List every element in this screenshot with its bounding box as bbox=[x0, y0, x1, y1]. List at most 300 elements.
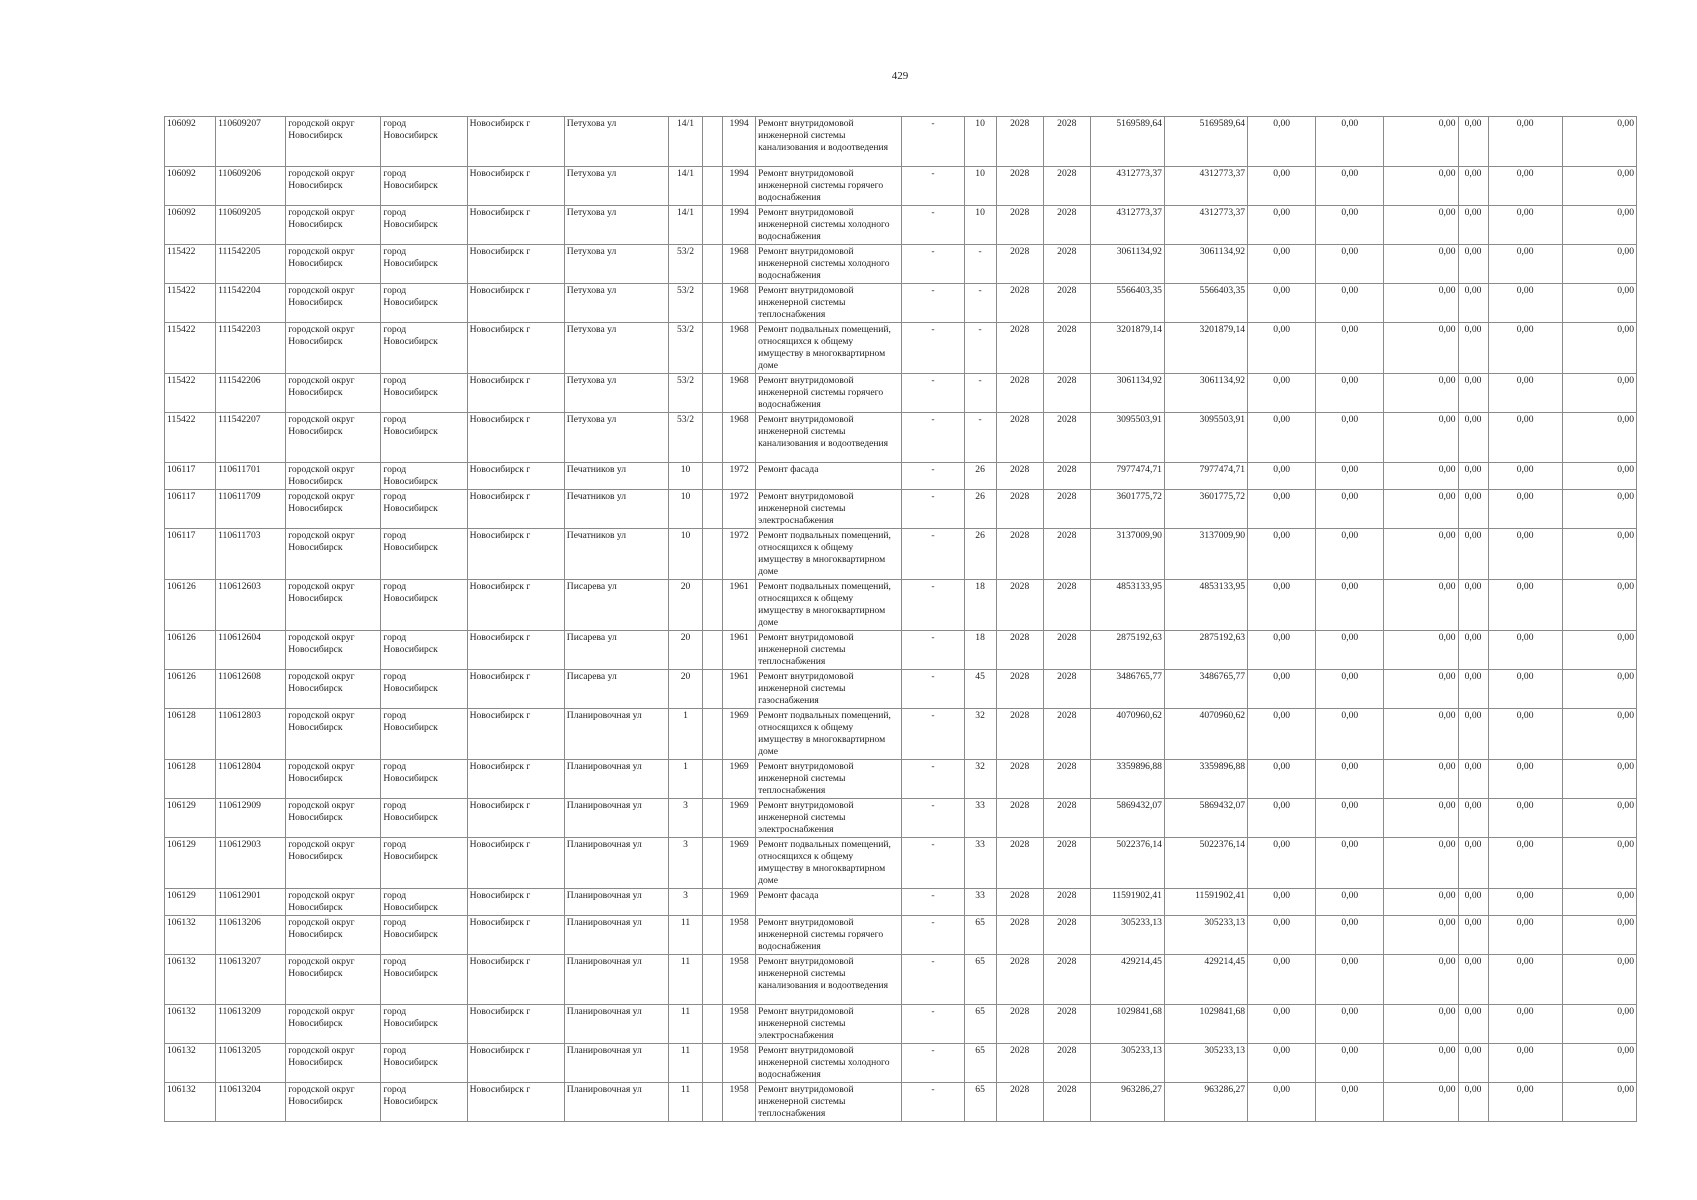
cell-year-end: 2028 bbox=[1043, 490, 1090, 529]
cell-cost-col-3: 0,00 bbox=[1384, 463, 1458, 490]
cell-municipal-district: городской округ Новосибирск bbox=[286, 916, 381, 955]
cell-work-id: 110613205 bbox=[216, 1044, 286, 1083]
cell-record-id: 106126 bbox=[165, 631, 216, 670]
cell-cost-col-6: 0,00 bbox=[1562, 1083, 1636, 1122]
cell-municipal-district: городской округ Новосибирск bbox=[286, 838, 381, 889]
cell-cost-col-5: 0,00 bbox=[1488, 1044, 1562, 1083]
cell-municipal-district: городской округ Новосибирск bbox=[286, 167, 381, 206]
cell-locality: Новосибирск г bbox=[467, 670, 564, 709]
cell-building bbox=[703, 631, 723, 670]
cell-wear-percent: 26 bbox=[964, 490, 996, 529]
cell-build-year: 1968 bbox=[723, 323, 756, 374]
cell-cost-col-4: 0,00 bbox=[1458, 206, 1488, 245]
cell-building bbox=[703, 374, 723, 413]
cell-cost-col-1: 0,00 bbox=[1248, 838, 1316, 889]
cell-year-end: 2028 bbox=[1043, 167, 1090, 206]
cell-work-type: Ремонт внутридомовой инженерной системы холодного водоснабжения bbox=[756, 245, 902, 284]
cell-cost-col-4: 0,00 bbox=[1458, 490, 1488, 529]
cell-cost-col-2: 0,00 bbox=[1316, 709, 1384, 760]
cell-cost-col-3: 0,00 bbox=[1384, 631, 1458, 670]
cell-cost-col-3: 0,00 bbox=[1384, 760, 1458, 799]
cell-wear-percent: 45 bbox=[964, 670, 996, 709]
cell-cost-col-1: 0,00 bbox=[1248, 580, 1316, 631]
cell-cost-col-3: 0,00 bbox=[1384, 167, 1458, 206]
cell-house-number: 53/2 bbox=[668, 245, 702, 284]
cell-build-year: 1969 bbox=[723, 799, 756, 838]
cell-work-type: Ремонт внутридомовой инженерной системы электроснабжения bbox=[756, 1005, 902, 1044]
cell-street: Планировочная ул bbox=[564, 1005, 668, 1044]
cell-cost-col-4: 0,00 bbox=[1458, 529, 1488, 580]
cell-year-start: 2028 bbox=[996, 463, 1043, 490]
cell-build-year: 1958 bbox=[723, 1083, 756, 1122]
cell-wear-percent: - bbox=[964, 323, 996, 374]
cell-cost-fund: 4312773,37 bbox=[1164, 206, 1247, 245]
cell-cost-col-3: 0,00 bbox=[1384, 374, 1458, 413]
cell-street: Планировочная ул bbox=[564, 1044, 668, 1083]
cell-cost-total: 305233,13 bbox=[1090, 1044, 1164, 1083]
cell-building bbox=[703, 889, 723, 916]
cell-record-id: 115422 bbox=[165, 245, 216, 284]
table-row bbox=[165, 206, 1637, 245]
cell-cost-fund: 5869432,07 bbox=[1164, 799, 1247, 838]
cell-building bbox=[703, 117, 723, 167]
cell-municipal-district: городской округ Новосибирск bbox=[286, 374, 381, 413]
cell-record-id: 106126 bbox=[165, 580, 216, 631]
cell-sign: - bbox=[902, 1044, 964, 1083]
cell-settlement: город Новосибирск bbox=[381, 490, 467, 529]
cell-cost-col-5: 0,00 bbox=[1488, 631, 1562, 670]
cell-record-id: 106132 bbox=[165, 1005, 216, 1044]
cell-cost-col-6: 0,00 bbox=[1562, 580, 1636, 631]
cell-record-id: 106128 bbox=[165, 709, 216, 760]
cell-cost-col-3: 0,00 bbox=[1384, 709, 1458, 760]
cell-work-type: Ремонт внутридомовой инженерной системы теплоснабжения bbox=[756, 284, 902, 323]
cell-work-type: Ремонт внутридомовой инженерной системы теплоснабжения bbox=[756, 631, 902, 670]
cell-build-year: 1968 bbox=[723, 374, 756, 413]
cell-cost-col-2: 0,00 bbox=[1316, 323, 1384, 374]
cell-street: Петухова ул bbox=[564, 245, 668, 284]
cell-record-id: 106129 bbox=[165, 838, 216, 889]
cell-cost-col-1: 0,00 bbox=[1248, 529, 1316, 580]
cell-year-start: 2028 bbox=[996, 117, 1043, 167]
cell-cost-col-5: 0,00 bbox=[1488, 799, 1562, 838]
cell-cost-col-5: 0,00 bbox=[1488, 490, 1562, 529]
cell-year-start: 2028 bbox=[996, 245, 1043, 284]
cell-house-number: 1 bbox=[668, 760, 702, 799]
cell-street: Печатников ул bbox=[564, 490, 668, 529]
cell-cost-col-4: 0,00 bbox=[1458, 245, 1488, 284]
cell-cost-col-1: 0,00 bbox=[1248, 374, 1316, 413]
cell-cost-fund: 5566403,35 bbox=[1164, 284, 1247, 323]
cell-work-id: 110613209 bbox=[216, 1005, 286, 1044]
cell-building bbox=[703, 323, 723, 374]
cell-cost-fund: 2875192,63 bbox=[1164, 631, 1247, 670]
cell-work-type: Ремонт внутридомовой инженерной системы теплоснабжения bbox=[756, 760, 902, 799]
cell-record-id: 106132 bbox=[165, 1044, 216, 1083]
cell-cost-fund: 429214,45 bbox=[1164, 955, 1247, 1005]
cell-settlement: город Новосибирск bbox=[381, 529, 467, 580]
cell-work-id: 110612804 bbox=[216, 760, 286, 799]
cell-cost-col-6: 0,00 bbox=[1562, 284, 1636, 323]
cell-work-id: 110613206 bbox=[216, 916, 286, 955]
cell-work-type: Ремонт внутридомовой инженерной системы электроснабжения bbox=[756, 490, 902, 529]
cell-locality: Новосибирск г bbox=[467, 631, 564, 670]
cell-cost-col-6: 0,00 bbox=[1562, 889, 1636, 916]
cell-cost-col-1: 0,00 bbox=[1248, 463, 1316, 490]
cell-building bbox=[703, 245, 723, 284]
cell-settlement: город Новосибирск bbox=[381, 670, 467, 709]
cell-sign: - bbox=[902, 1005, 964, 1044]
cell-settlement: город Новосибирск bbox=[381, 167, 467, 206]
cell-cost-col-1: 0,00 bbox=[1248, 916, 1316, 955]
cell-year-start: 2028 bbox=[996, 167, 1043, 206]
cell-locality: Новосибирск г bbox=[467, 838, 564, 889]
cell-work-type: Ремонт внутридомовой инженерной системы электроснабжения bbox=[756, 799, 902, 838]
cell-record-id: 115422 bbox=[165, 374, 216, 413]
cell-settlement: город Новосибирск bbox=[381, 916, 467, 955]
cell-work-id: 110611701 bbox=[216, 463, 286, 490]
cell-record-id: 106117 bbox=[165, 529, 216, 580]
cell-street: Печатников ул bbox=[564, 463, 668, 490]
cell-house-number: 3 bbox=[668, 838, 702, 889]
cell-municipal-district: городской округ Новосибирск bbox=[286, 799, 381, 838]
cell-year-end: 2028 bbox=[1043, 955, 1090, 1005]
cell-sign: - bbox=[902, 167, 964, 206]
cell-street: Планировочная ул bbox=[564, 838, 668, 889]
cell-wear-percent: 26 bbox=[964, 463, 996, 490]
cell-year-end: 2028 bbox=[1043, 323, 1090, 374]
cell-street: Писарева ул bbox=[564, 580, 668, 631]
cell-house-number: 10 bbox=[668, 490, 702, 529]
cell-record-id: 106117 bbox=[165, 490, 216, 529]
cell-settlement: город Новосибирск bbox=[381, 799, 467, 838]
table-row bbox=[165, 245, 1637, 284]
cell-sign: - bbox=[902, 670, 964, 709]
cell-work-id: 110612901 bbox=[216, 889, 286, 916]
cell-municipal-district: городской округ Новосибирск bbox=[286, 206, 381, 245]
cell-build-year: 1969 bbox=[723, 889, 756, 916]
cell-work-id: 111542203 bbox=[216, 323, 286, 374]
cell-street: Петухова ул bbox=[564, 413, 668, 463]
cell-cost-col-1: 0,00 bbox=[1248, 799, 1316, 838]
cell-record-id: 106132 bbox=[165, 916, 216, 955]
cell-work-id: 110609206 bbox=[216, 167, 286, 206]
cell-cost-col-1: 0,00 bbox=[1248, 323, 1316, 374]
cell-year-end: 2028 bbox=[1043, 117, 1090, 167]
cell-cost-col-5: 0,00 bbox=[1488, 117, 1562, 167]
cell-cost-col-3: 0,00 bbox=[1384, 323, 1458, 374]
cell-year-end: 2028 bbox=[1043, 670, 1090, 709]
cell-cost-col-5: 0,00 bbox=[1488, 1083, 1562, 1122]
cell-sign: - bbox=[902, 709, 964, 760]
cell-cost-col-5: 0,00 bbox=[1488, 167, 1562, 206]
cell-cost-col-4: 0,00 bbox=[1458, 916, 1488, 955]
cell-work-type: Ремонт внутридомовой инженерной системы канализования и водоотведения bbox=[756, 117, 902, 167]
cell-municipal-district: городской округ Новосибирск bbox=[286, 760, 381, 799]
cell-street: Петухова ул bbox=[564, 167, 668, 206]
cell-cost-col-2: 0,00 bbox=[1316, 916, 1384, 955]
cell-cost-col-3: 0,00 bbox=[1384, 838, 1458, 889]
cell-wear-percent: - bbox=[964, 284, 996, 323]
cell-record-id: 115422 bbox=[165, 413, 216, 463]
cell-cost-col-6: 0,00 bbox=[1562, 245, 1636, 284]
cell-wear-percent: 18 bbox=[964, 631, 996, 670]
cell-sign: - bbox=[902, 955, 964, 1005]
cell-sign: - bbox=[902, 580, 964, 631]
cell-cost-col-6: 0,00 bbox=[1562, 760, 1636, 799]
cell-sign: - bbox=[902, 889, 964, 916]
cell-building bbox=[703, 955, 723, 1005]
cell-building bbox=[703, 284, 723, 323]
cell-sign: - bbox=[902, 374, 964, 413]
table-row bbox=[165, 670, 1637, 709]
cell-year-end: 2028 bbox=[1043, 463, 1090, 490]
cell-cost-total: 5566403,35 bbox=[1090, 284, 1164, 323]
table-row bbox=[165, 323, 1637, 374]
cell-sign: - bbox=[902, 323, 964, 374]
cell-wear-percent: 33 bbox=[964, 799, 996, 838]
cell-municipal-district: городской округ Новосибирск bbox=[286, 529, 381, 580]
table-row bbox=[165, 709, 1637, 760]
cell-cost-col-5: 0,00 bbox=[1488, 463, 1562, 490]
cell-cost-col-5: 0,00 bbox=[1488, 580, 1562, 631]
cell-year-end: 2028 bbox=[1043, 284, 1090, 323]
cell-year-start: 2028 bbox=[996, 916, 1043, 955]
cell-locality: Новосибирск г bbox=[467, 117, 564, 167]
cell-cost-col-4: 0,00 bbox=[1458, 760, 1488, 799]
cell-year-end: 2028 bbox=[1043, 889, 1090, 916]
cell-cost-total: 2875192,63 bbox=[1090, 631, 1164, 670]
cell-locality: Новосибирск г bbox=[467, 529, 564, 580]
cell-locality: Новосибирск г bbox=[467, 374, 564, 413]
cell-cost-total: 305233,13 bbox=[1090, 916, 1164, 955]
cell-build-year: 1968 bbox=[723, 245, 756, 284]
cell-house-number: 20 bbox=[668, 631, 702, 670]
cell-work-id: 110612608 bbox=[216, 670, 286, 709]
cell-cost-col-2: 0,00 bbox=[1316, 167, 1384, 206]
cell-municipal-district: городской округ Новосибирск bbox=[286, 284, 381, 323]
cell-cost-col-5: 0,00 bbox=[1488, 889, 1562, 916]
cell-record-id: 106128 bbox=[165, 760, 216, 799]
cell-cost-col-2: 0,00 bbox=[1316, 670, 1384, 709]
cell-settlement: город Новосибирск bbox=[381, 709, 467, 760]
cell-work-id: 110613207 bbox=[216, 955, 286, 1005]
cell-sign: - bbox=[902, 463, 964, 490]
cell-house-number: 14/1 bbox=[668, 206, 702, 245]
cell-build-year: 1968 bbox=[723, 284, 756, 323]
cell-cost-total: 3601775,72 bbox=[1090, 490, 1164, 529]
cell-sign: - bbox=[902, 490, 964, 529]
cell-cost-col-2: 0,00 bbox=[1316, 631, 1384, 670]
cell-cost-fund: 4312773,37 bbox=[1164, 167, 1247, 206]
cell-cost-col-3: 0,00 bbox=[1384, 529, 1458, 580]
cell-cost-total: 1029841,68 bbox=[1090, 1005, 1164, 1044]
cell-cost-fund: 5169589,64 bbox=[1164, 117, 1247, 167]
cell-locality: Новосибирск г bbox=[467, 889, 564, 916]
cell-cost-fund: 305233,13 bbox=[1164, 916, 1247, 955]
cell-cost-col-2: 0,00 bbox=[1316, 413, 1384, 463]
cell-cost-col-1: 0,00 bbox=[1248, 206, 1316, 245]
cell-cost-col-4: 0,00 bbox=[1458, 838, 1488, 889]
cell-cost-col-4: 0,00 bbox=[1458, 374, 1488, 413]
cell-settlement: город Новосибирск bbox=[381, 206, 467, 245]
cell-locality: Новосибирск г bbox=[467, 323, 564, 374]
table-row bbox=[165, 374, 1637, 413]
cell-cost-col-4: 0,00 bbox=[1458, 799, 1488, 838]
cell-locality: Новосибирск г bbox=[467, 1005, 564, 1044]
table-row bbox=[165, 167, 1637, 206]
cell-cost-total: 3201879,14 bbox=[1090, 323, 1164, 374]
cell-building bbox=[703, 206, 723, 245]
cell-settlement: город Новосибирск bbox=[381, 1044, 467, 1083]
cell-work-id: 111542206 bbox=[216, 374, 286, 413]
cell-cost-total: 7977474,71 bbox=[1090, 463, 1164, 490]
cell-work-id: 110609207 bbox=[216, 117, 286, 167]
cell-cost-total: 3359896,88 bbox=[1090, 760, 1164, 799]
cell-municipal-district: городской округ Новосибирск bbox=[286, 490, 381, 529]
cell-year-start: 2028 bbox=[996, 838, 1043, 889]
cell-municipal-district: городской округ Новосибирск bbox=[286, 245, 381, 284]
cell-sign: - bbox=[902, 529, 964, 580]
cell-record-id: 106129 bbox=[165, 799, 216, 838]
cell-record-id: 106126 bbox=[165, 670, 216, 709]
cell-cost-fund: 3061134,92 bbox=[1164, 245, 1247, 284]
cell-settlement: город Новосибирск bbox=[381, 413, 467, 463]
cell-build-year: 1958 bbox=[723, 1044, 756, 1083]
cell-building bbox=[703, 799, 723, 838]
cell-cost-col-1: 0,00 bbox=[1248, 413, 1316, 463]
cell-year-end: 2028 bbox=[1043, 374, 1090, 413]
cell-house-number: 1 bbox=[668, 709, 702, 760]
cell-cost-col-3: 0,00 bbox=[1384, 889, 1458, 916]
cell-house-number: 14/1 bbox=[668, 167, 702, 206]
cell-cost-col-1: 0,00 bbox=[1248, 889, 1316, 916]
cell-building bbox=[703, 838, 723, 889]
cell-work-type: Ремонт внутридомовой инженерной системы холодного водоснабжения bbox=[756, 206, 902, 245]
cell-cost-col-2: 0,00 bbox=[1316, 245, 1384, 284]
cell-cost-col-4: 0,00 bbox=[1458, 323, 1488, 374]
cell-building bbox=[703, 1083, 723, 1122]
cell-house-number: 10 bbox=[668, 463, 702, 490]
cell-cost-col-4: 0,00 bbox=[1458, 670, 1488, 709]
cell-cost-col-1: 0,00 bbox=[1248, 245, 1316, 284]
cell-cost-col-3: 0,00 bbox=[1384, 799, 1458, 838]
cell-settlement: город Новосибирск bbox=[381, 760, 467, 799]
cell-work-id: 110613204 bbox=[216, 1083, 286, 1122]
cell-building bbox=[703, 670, 723, 709]
cell-settlement: город Новосибирск bbox=[381, 1083, 467, 1122]
table-row bbox=[165, 463, 1637, 490]
cell-house-number: 11 bbox=[668, 1005, 702, 1044]
cell-municipal-district: городской округ Новосибирск bbox=[286, 955, 381, 1005]
cell-street: Планировочная ул bbox=[564, 889, 668, 916]
cell-locality: Новосибирск г bbox=[467, 284, 564, 323]
cell-wear-percent: 32 bbox=[964, 709, 996, 760]
cell-building bbox=[703, 580, 723, 631]
cell-cost-col-2: 0,00 bbox=[1316, 1044, 1384, 1083]
cell-cost-total: 4312773,37 bbox=[1090, 167, 1164, 206]
cell-cost-col-6: 0,00 bbox=[1562, 374, 1636, 413]
cell-street: Петухова ул bbox=[564, 206, 668, 245]
cell-work-type: Ремонт внутридомовой инженерной системы горячего водоснабжения bbox=[756, 167, 902, 206]
cell-year-start: 2028 bbox=[996, 760, 1043, 799]
cell-sign: - bbox=[902, 916, 964, 955]
cell-cost-col-6: 0,00 bbox=[1562, 323, 1636, 374]
cell-cost-col-6: 0,00 bbox=[1562, 206, 1636, 245]
cell-cost-col-6: 0,00 bbox=[1562, 413, 1636, 463]
cell-house-number: 53/2 bbox=[668, 374, 702, 413]
cell-cost-col-1: 0,00 bbox=[1248, 1083, 1316, 1122]
cell-sign: - bbox=[902, 838, 964, 889]
cell-year-start: 2028 bbox=[996, 670, 1043, 709]
cell-build-year: 1969 bbox=[723, 709, 756, 760]
cell-cost-col-4: 0,00 bbox=[1458, 463, 1488, 490]
cell-cost-col-2: 0,00 bbox=[1316, 580, 1384, 631]
cell-record-id: 106132 bbox=[165, 955, 216, 1005]
cell-municipal-district: городской округ Новосибирск bbox=[286, 117, 381, 167]
cell-municipal-district: городской округ Новосибирск bbox=[286, 323, 381, 374]
cell-cost-fund: 4853133,95 bbox=[1164, 580, 1247, 631]
cell-cost-col-2: 0,00 bbox=[1316, 838, 1384, 889]
table-row bbox=[165, 490, 1637, 529]
cell-cost-col-6: 0,00 bbox=[1562, 1044, 1636, 1083]
cell-wear-percent: 65 bbox=[964, 1005, 996, 1044]
cell-record-id: 106092 bbox=[165, 206, 216, 245]
cell-record-id: 106129 bbox=[165, 889, 216, 916]
cell-work-type: Ремонт внутридомовой инженерной системы горячего водоснабжения bbox=[756, 374, 902, 413]
cell-street: Планировочная ул bbox=[564, 709, 668, 760]
table-body bbox=[165, 117, 1637, 1122]
cell-cost-col-1: 0,00 bbox=[1248, 117, 1316, 167]
cell-year-end: 2028 bbox=[1043, 206, 1090, 245]
cell-work-id: 110609205 bbox=[216, 206, 286, 245]
cell-year-start: 2028 bbox=[996, 1083, 1043, 1122]
cell-year-start: 2028 bbox=[996, 323, 1043, 374]
cell-locality: Новосибирск г bbox=[467, 1044, 564, 1083]
cell-cost-total: 4070960,62 bbox=[1090, 709, 1164, 760]
cell-cost-fund: 3601775,72 bbox=[1164, 490, 1247, 529]
cell-record-id: 106117 bbox=[165, 463, 216, 490]
cell-cost-col-1: 0,00 bbox=[1248, 670, 1316, 709]
cell-cost-col-4: 0,00 bbox=[1458, 167, 1488, 206]
table-row bbox=[165, 413, 1637, 463]
cell-year-end: 2028 bbox=[1043, 1005, 1090, 1044]
cell-year-start: 2028 bbox=[996, 206, 1043, 245]
cell-cost-col-3: 0,00 bbox=[1384, 117, 1458, 167]
cell-record-id: 106092 bbox=[165, 167, 216, 206]
cell-year-end: 2028 bbox=[1043, 1083, 1090, 1122]
cell-cost-total: 429214,45 bbox=[1090, 955, 1164, 1005]
cell-cost-col-5: 0,00 bbox=[1488, 245, 1562, 284]
cell-cost-total: 5022376,14 bbox=[1090, 838, 1164, 889]
cell-year-end: 2028 bbox=[1043, 580, 1090, 631]
cell-cost-col-6: 0,00 bbox=[1562, 117, 1636, 167]
cell-wear-percent: 33 bbox=[964, 838, 996, 889]
cell-settlement: город Новосибирск bbox=[381, 374, 467, 413]
cell-work-type: Ремонт внутридомовой инженерной системы канализования и водоотведения bbox=[756, 955, 902, 1005]
cell-cost-col-4: 0,00 bbox=[1458, 709, 1488, 760]
cell-cost-fund: 4070960,62 bbox=[1164, 709, 1247, 760]
cell-house-number: 11 bbox=[668, 916, 702, 955]
cell-cost-col-5: 0,00 bbox=[1488, 529, 1562, 580]
cell-cost-col-5: 0,00 bbox=[1488, 374, 1562, 413]
cell-cost-col-1: 0,00 bbox=[1248, 1044, 1316, 1083]
cell-municipal-district: городской округ Новосибирск bbox=[286, 1083, 381, 1122]
cell-cost-col-5: 0,00 bbox=[1488, 916, 1562, 955]
cell-building bbox=[703, 760, 723, 799]
cell-cost-col-2: 0,00 bbox=[1316, 1005, 1384, 1044]
cell-settlement: город Новосибирск bbox=[381, 580, 467, 631]
